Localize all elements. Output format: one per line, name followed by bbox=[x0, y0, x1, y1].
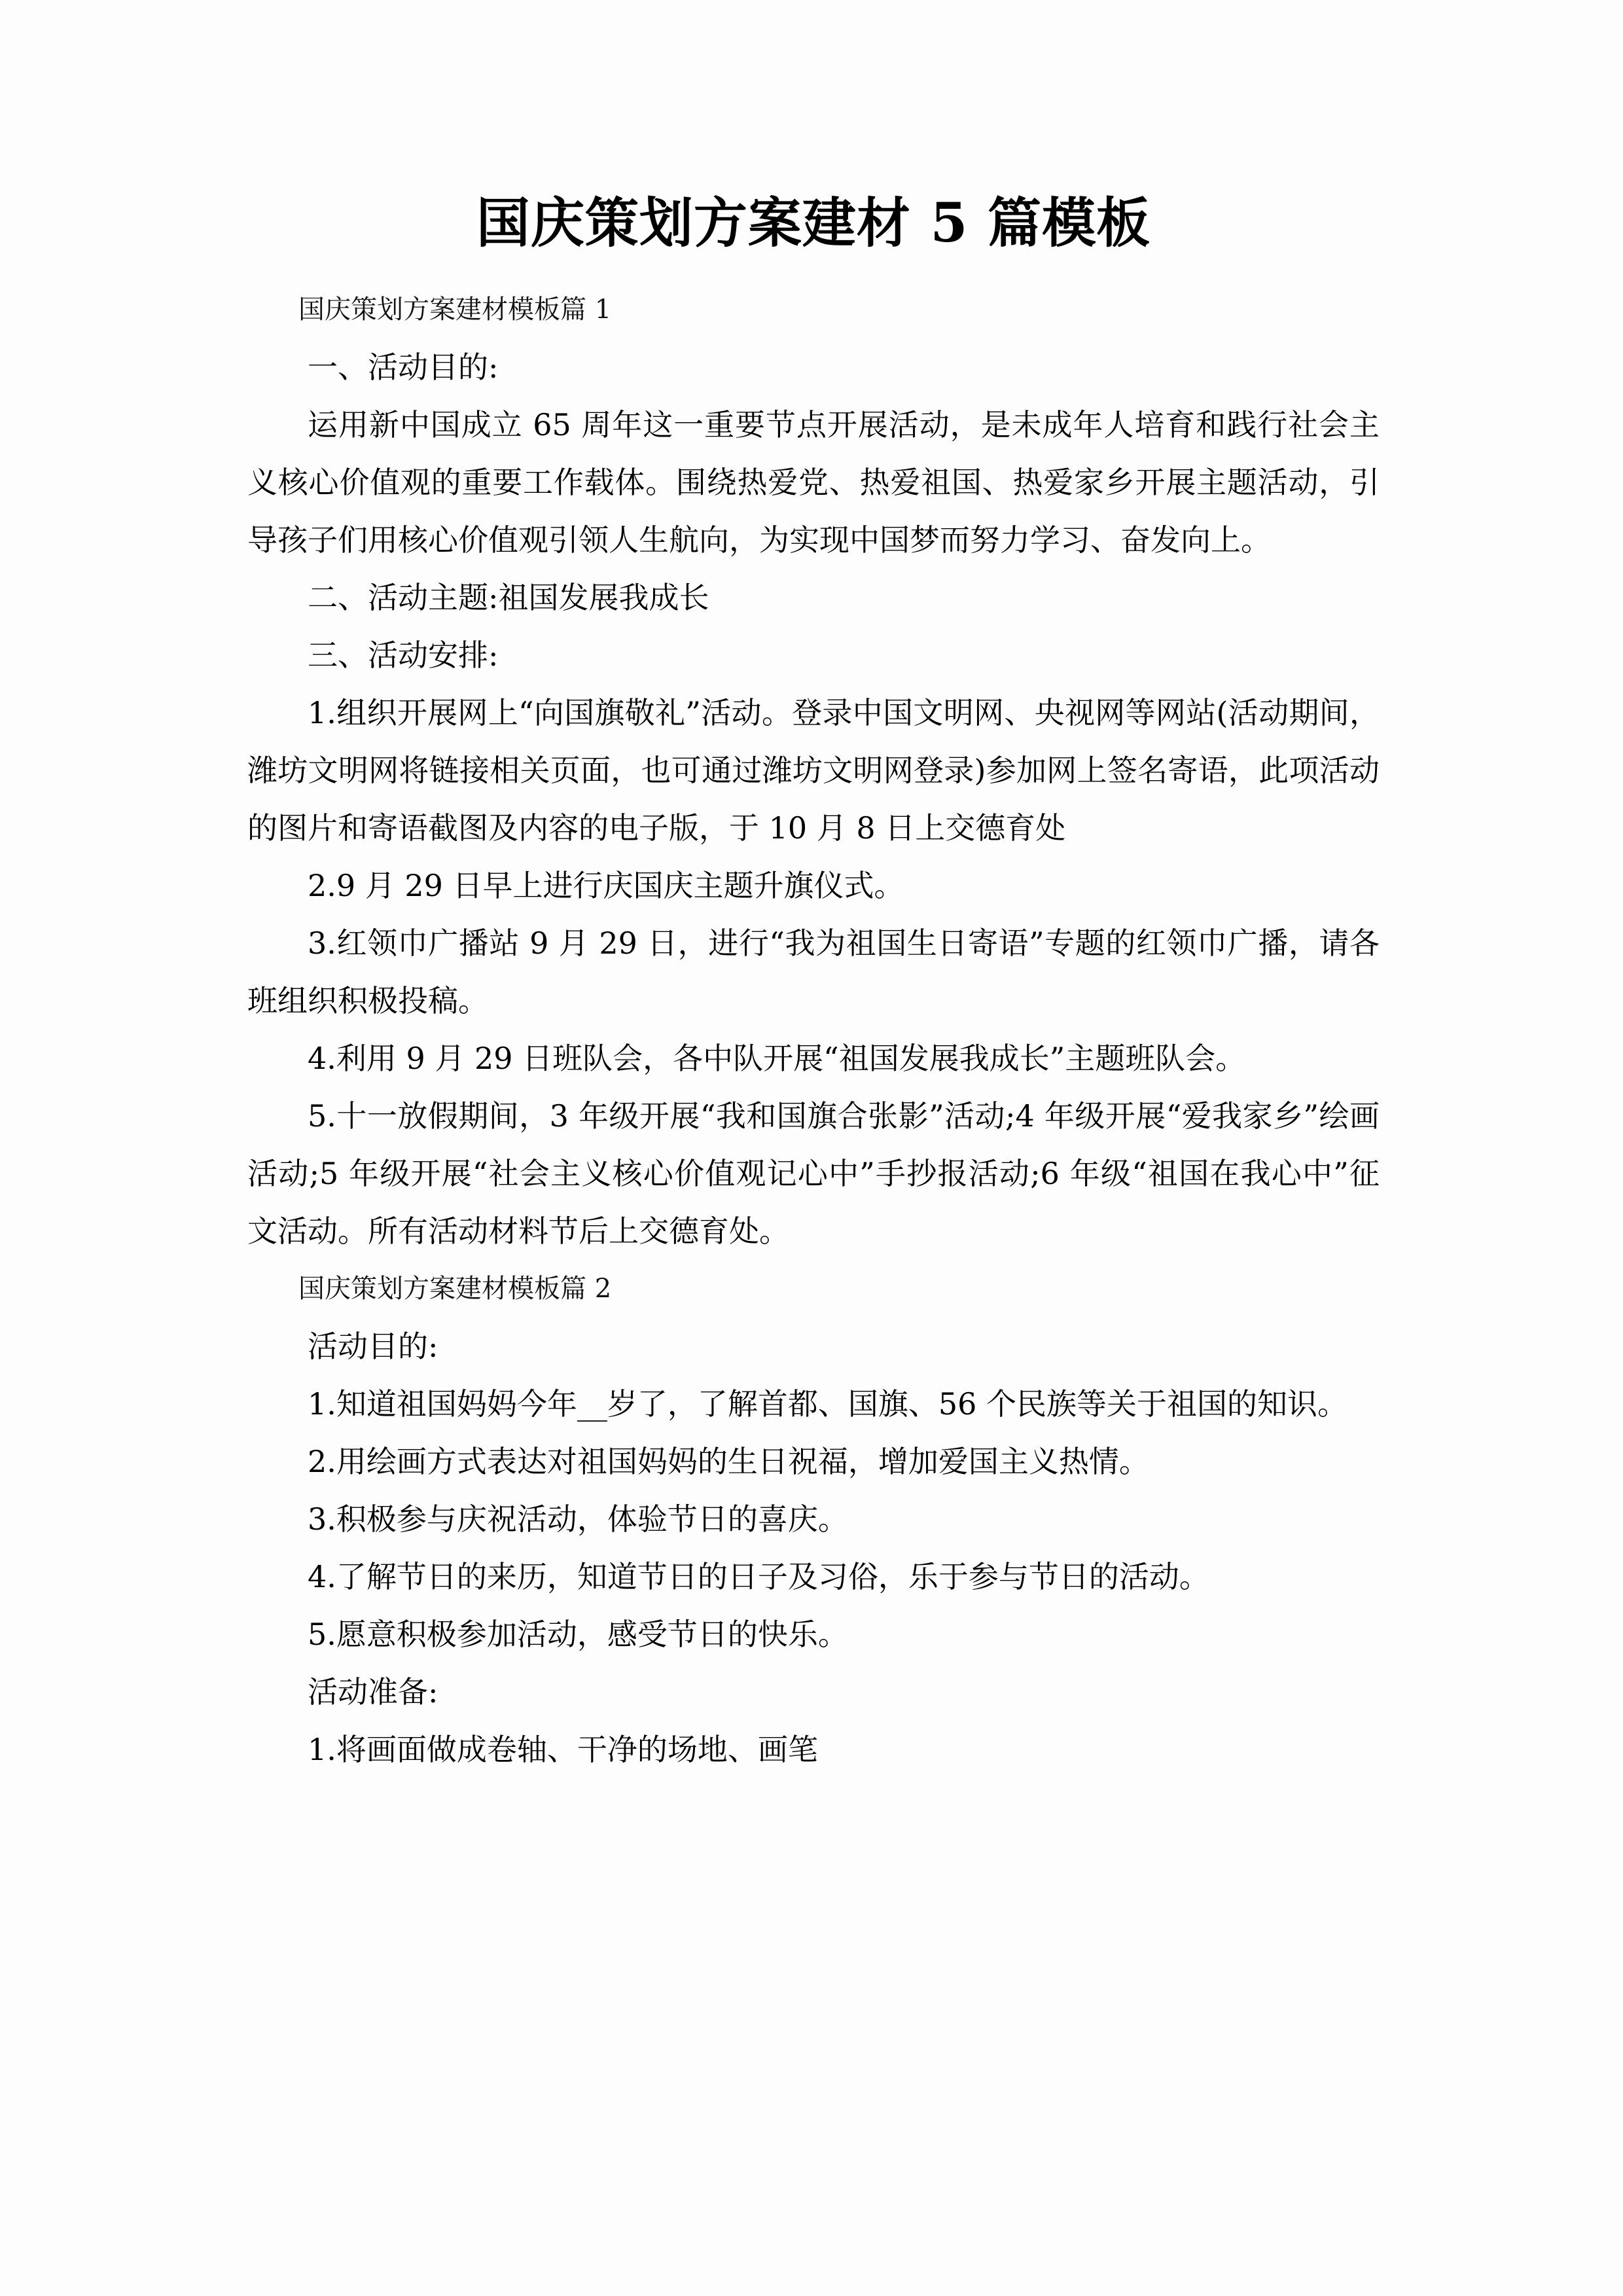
body-paragraph: 3.红领巾广播站 9 月 29 日，进行“我为祖国生日寄语”专题的红领巾广播，请各班组织积极投稿。 bbox=[247, 925, 1380, 1018]
body-paragraph: 三、活动安排: bbox=[308, 637, 499, 673]
section-label: 国庆策划方案建材模板篇 2 bbox=[298, 1273, 612, 1304]
page-title: 国庆策划方案建材 5 篇模板 bbox=[476, 192, 1151, 255]
body-paragraph: 2.用绘画方式表达对祖国妈妈的生日祝福，增加爱国主义热情。 bbox=[308, 1443, 1149, 1479]
section-label: 国庆策划方案建材模板篇 1 bbox=[298, 294, 612, 325]
body-paragraph: 4.利用 9 月 29 日班队会，各中队开展“祖国发展我成长”主题班队会。 bbox=[308, 1040, 1246, 1076]
body-paragraph: 二、活动主题:祖国发展我成长 bbox=[308, 579, 709, 615]
body-paragraph: 2.9 月 29 日早上进行庆国庆主题升旗仪式。 bbox=[308, 867, 904, 903]
body-paragraph: 4.了解节日的来历，知道节日的日子及习俗，乐于参与节日的活动。 bbox=[308, 1558, 1209, 1594]
body-paragraph: 5.愿意积极参加活动，感受节日的快乐。 bbox=[308, 1616, 848, 1652]
body-paragraph: 5.十一放假期间，3 年级开展“我和国旗合张影”活动;4 年级开展“爱我家乡”绘画活动;5 年级开展“社会主义核心价值观记心中”手抄报活动;6 年级“祖国在我心中”征文活动。所有活动材料节后上交德育处。 bbox=[247, 1098, 1380, 1249]
document-content bbox=[247, 281, 1380, 1778]
body-paragraph: 3.积极参与庆祝活动，体验节日的喜庆。 bbox=[308, 1501, 848, 1537]
body-paragraph: 运用新中国成立 65 周年这一重要节点开展活动，是未成年人培育和践行社会主义核心价值观的重要工作载体。围绕热爱党、热爱祖国、热爱家乡开展主题活动，引导孩子们用核心价值观引领人生航向，为实现中国梦而努力学习、奋发向上。 bbox=[247, 406, 1380, 558]
body-paragraph: 活动目的: bbox=[308, 1328, 438, 1364]
body-paragraph: 1.组织开展网上“向国旗敬礼”活动。登录中国文明网、央视网等网站(活动期间，潍坊文明网将链接相关页面，也可通过潍坊文明网登录)参加网上签名寄语，此项活动的图片和寄语截图及内容的电子版，于 10 月 8 日上交德育处 bbox=[247, 694, 1380, 846]
body-paragraph: 活动准备: bbox=[308, 1674, 438, 1710]
document-body bbox=[247, 190, 1380, 1778]
body-paragraph: 一、活动目的: bbox=[308, 349, 499, 385]
body-paragraph: 1.知道祖国妈妈今年__岁了，了解首都、国旗、56 个民族等关于祖国的知识。 bbox=[308, 1386, 1348, 1422]
body-paragraph: 1.将画面做成卷轴、干净的场地、画笔 bbox=[308, 1731, 818, 1767]
